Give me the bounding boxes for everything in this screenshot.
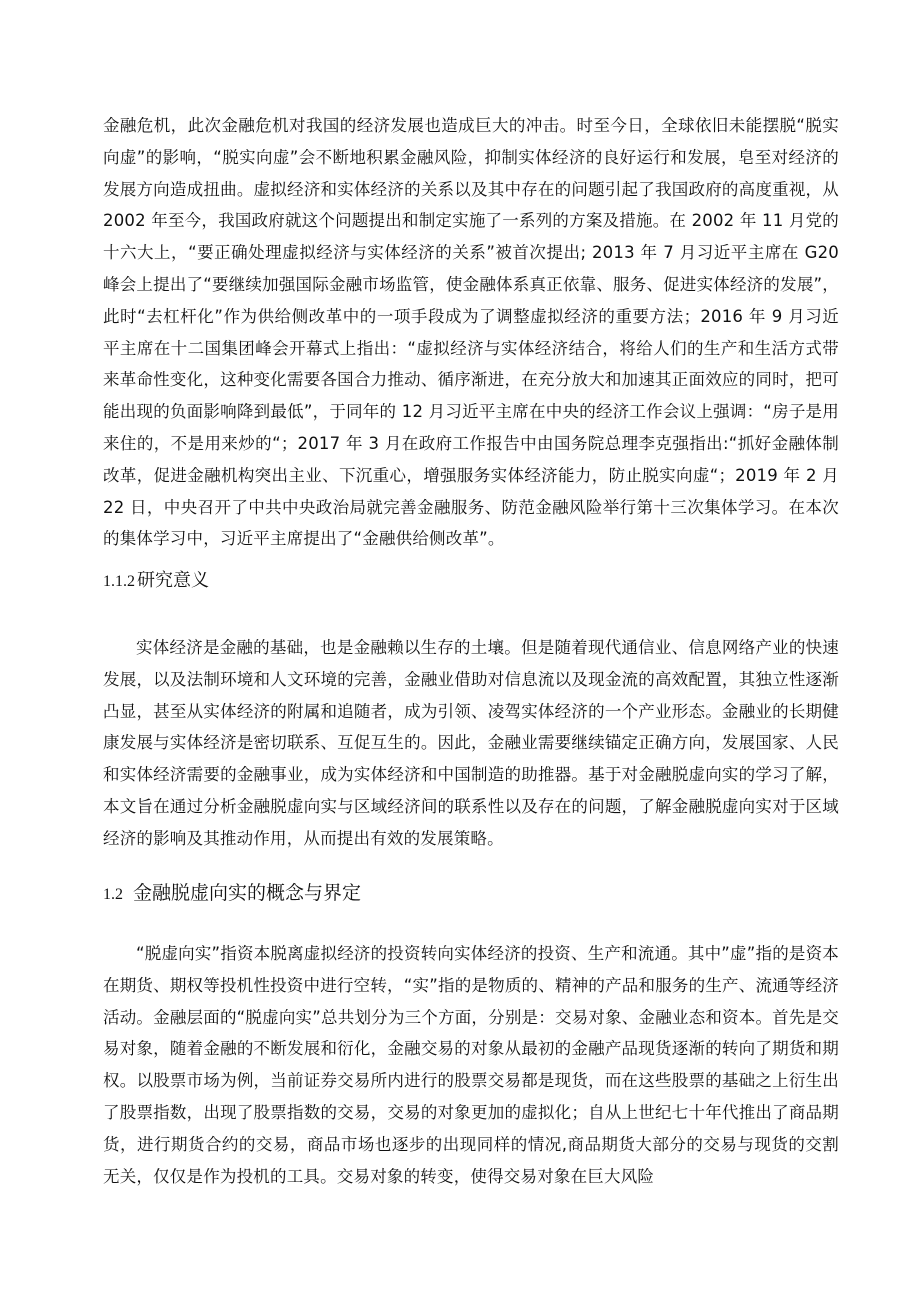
section-title: 研究意义 bbox=[137, 570, 209, 591]
significance-paragraph: 实体经济是金融的基础，也是金融赖以生存的土壤。但是随着现代通信业、信息网络产业的快速发展，以及法制环境和人文环境的完善，金融业借助对信息流以及现金流的高效配置，其独立性逐渐凸显，甚至从实体经济的附属和追随者，成为引领、凌驾实体经济的一个产业形态。金融业的长期健康发展与实体经济是密切联系、互促互生的。因此，金融业需要继续锚定正确方向，发展国家、人民和实体经济需要的金融事业，成为实体经济和中国制造的助推器。基于对金融脱虚向实的学习了解，本文旨在通过分析金融脱虚向实与区域经济间的联系性以及存在的问题，了解金融脱虚向实对于区域经济的影响及其推动作用，从而提出有效的发展策略。 bbox=[103, 638, 839, 848]
significance-paragraph-block bbox=[103, 632, 839, 855]
section-heading-1-1-2 bbox=[103, 566, 839, 597]
section-number: 1.2 bbox=[103, 886, 123, 903]
intro-paragraph: 金融危机，此次金融危机对我国的经济发展也造成巨大的冲击。时至今日，全球依旧未能摆脱“脱实向虚”的影响，“脱实向虚”会不断地积累金融风险，抑制实体经济的良好运行和发展，皂至对经济的发展方向造成扭曲。虚拟经济和实体经济的关系以及其中存在的问题引起了我国政府的高度重视，从 2002 年至今，我国政府就这个问题提出和制定实施了一系列的方案及措施。在 2002 年 11 月党的十六大上，“要正确处理虚拟经济与实体经济的关系”被首次提出; 2013 年 7 月习近平主席在 G20 峰会上提出了“要继续加强国际金融市场监管，使金融体系真正依靠、服务、促进实体经济的发展”，此时“去杠杆化”作为供给侧改革中的一项手段成为了调整虚拟经济的重要方法；2016 年 9 月习近平主席在十二国集团峰会开幕式上指出：“虚拟经济与实体经济结合，将给人们的生产和生活方式带来革命性变化，这种变化需要各国合力推动、循序渐进，在充分放大和加速其正面效应的同时，把可能出现的负面影响降到最低”，于同年的 12 月习近平主席在中央的经济工作会议上强调：“房子是用来住的，不是用来炒的“；2017 年 3 月在政府工作报告中由国务院总理李克强指出:“抓好金融体制改革，促进金融机构突出主业、下沉重心，增强服务实体经济能力，防止脱实向虚“；2019 年 2 月 22 日，中央召开了中共中央政治局就完善金融服务、防范金融风险举行第十三次集体学习。在本次的集体学习中，习近平主席提出了“金融供给侧改革”。 bbox=[103, 116, 839, 549]
intro-paragraph-block bbox=[103, 110, 839, 555]
concept-paragraph-block bbox=[103, 938, 839, 1192]
concept-paragraph: “脱虚向实”指资本脱离虚拟经济的投资转向实体经济的投资、生产和流通。其中”虚”指的是资本在期货、期权等投机性投资中进行空转，“实”指的是物质的、精神的产品和服务的生产、流通等经济活动。金融层面的“脱虚向实”总共划分为三个方面，分别是：交易对象、金融业态和资本。首先是交易对象，随着金融的不断发展和衍化，金融交易的对象从最初的金融产品现货逐渐的转向了期货和期权。以股票市场为例，当前证券交易所内进行的股票交易都是现货，而在这些股票的基础之上衍生出了股票指数，出现了股票指数的交易，交易的对象更加的虚拟化；自从上世纪七十年代推出了商品期货，进行期货合约的交易，商品市场也逐步的出现同样的情况,商品期货大部分的交易与现货的交割无关，仅仅是作为投机的工具。交易对象的转变，使得交易对象在巨大风险 bbox=[103, 944, 839, 1186]
section-number: 1.1.2 bbox=[103, 573, 135, 590]
section-heading-1-2 bbox=[103, 878, 839, 910]
section-title: 金融脱虚向实的概念与界定 bbox=[133, 882, 362, 904]
